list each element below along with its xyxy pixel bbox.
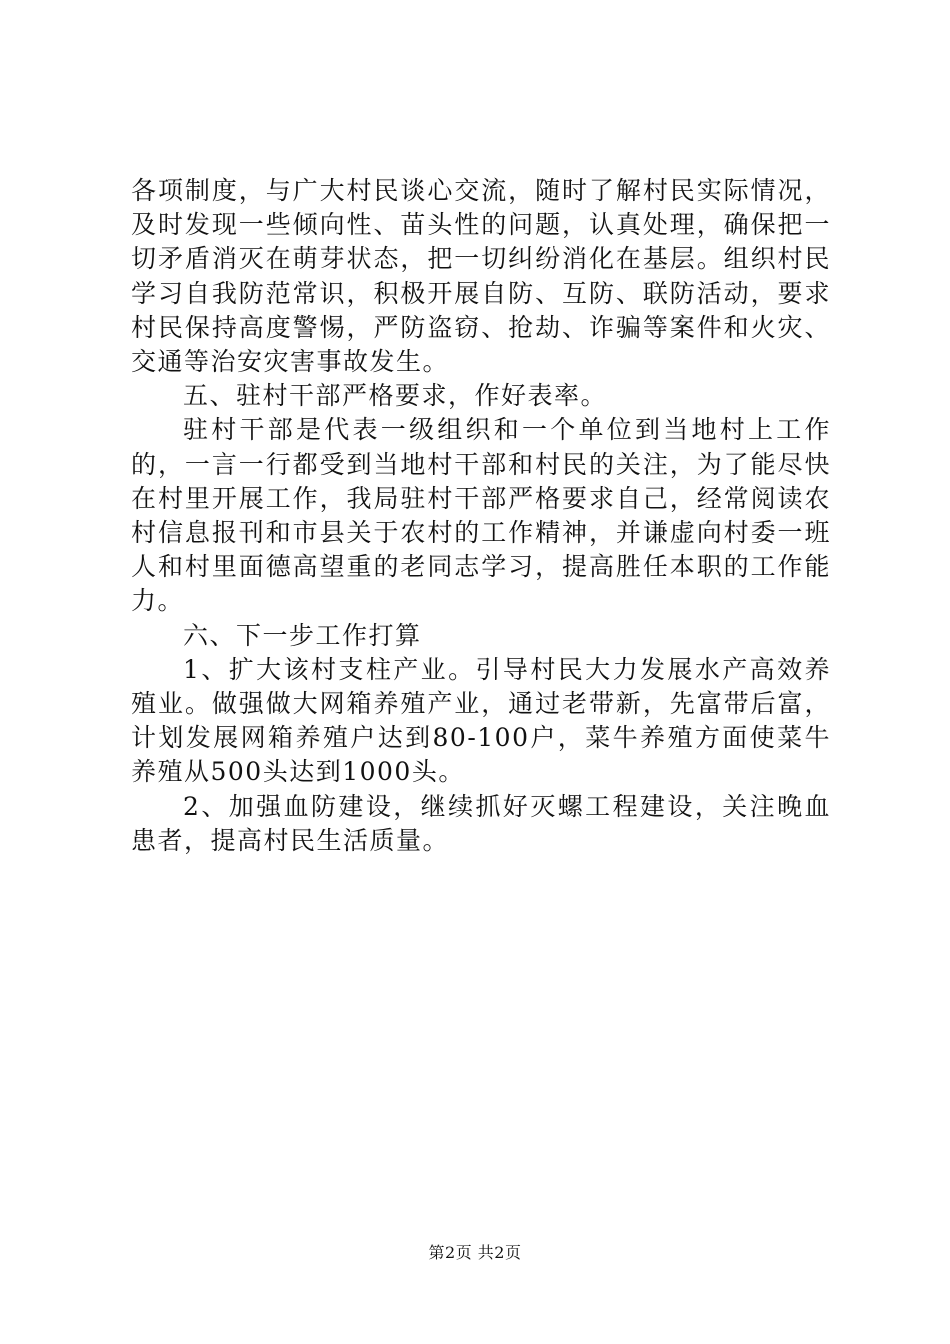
paragraph-plan-item-2: 2、加强血防建设，继续抓好灭螺工程建设，关注晚血患者，提高村民生活质量。 <box>131 791 831 855</box>
paragraph-security-continued: 各项制度，与广大村民谈心交流，随时了解村民实际情况，及时发现一些倾向性、苗头性的问题，认真处理，确保把一切矛盾消灭在萌芽状态，把一切纠纷消化在基层。组织村民学习自我防范常识，积极开展自防、互防、联防活动，要求村民保持高度警惕，严防盗窃、抢劫、诈骗等案件和火灾、交通等治安灾害事故发生。 <box>131 176 831 377</box>
page-footer: 第2页 共2页 <box>428 1243 522 1262</box>
paragraph-plan-item-1: 1、扩大该村支柱产业。引导村民大力发展水产高效养殖业。做强做大网箱养殖产业，通过老带新，先富带后富，计划发展网箱养殖户达到80-100户，菜牛养殖方面使菜牛养殖从500头达到1000头。 <box>131 654 831 787</box>
paragraph-village-cadres: 驻村干部是代表一级组织和一个单位到当地村上工作的，一言一行都受到当地村干部和村民的关注，为了能尽快在村里开展工作，我局驻村干部严格要求自己，经常阅读农村信息报刊和市县关于农村的工作精神，并谦虚向村委一班人和村里面德高望重的老同志学习，提高胜任本职的工作能力。 <box>131 415 831 616</box>
section-heading-five: 五、驻村干部严格要求，作好表率。 <box>183 381 608 411</box>
document-body <box>131 174 831 858</box>
section-heading-six: 六、下一步工作打算 <box>183 620 422 650</box>
